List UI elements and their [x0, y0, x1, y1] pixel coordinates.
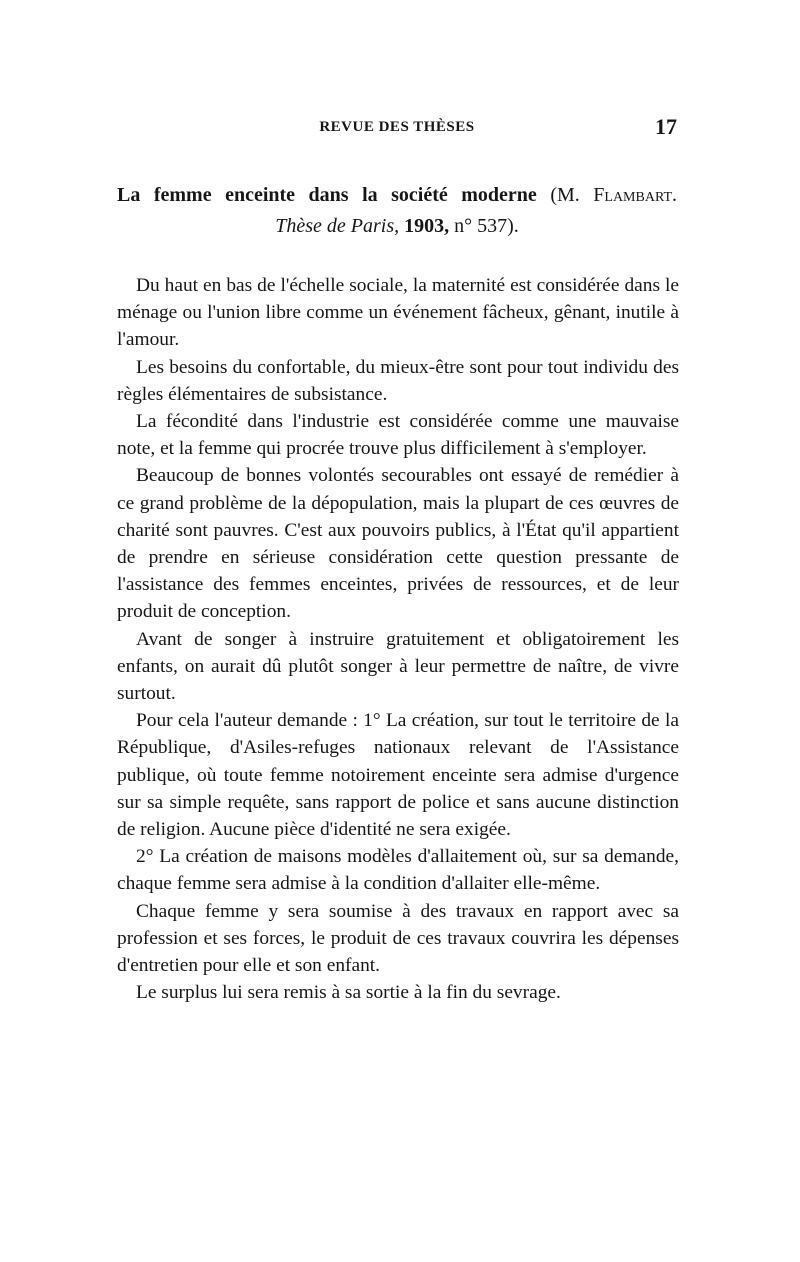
article-title-line [117, 180, 677, 211]
paragraph: Le surplus lui sera remis à sa sortie à la fin du sevrage. [136, 982, 561, 1004]
body-text [117, 272, 679, 1006]
running-title: REVUE DES THÈSES [319, 119, 475, 135]
author-open: (M. [550, 184, 580, 206]
paragraph: La fécondité dans l'industrie est considérée comme une mauvaise note, et la femme qui procrée trouve plus difficilement à s'employer. [117, 411, 679, 460]
paragraph: Avant de songer à instruire gratuitement et obligatoirement les enfants, on aurait dû plutôt songer à leur permettre de naître, de vivre surtout. [117, 628, 679, 705]
paragraph: Beaucoup de bonnes volontés secourables ont essayé de remédier à ce grand problème de la dépopulation, mais la plupart de ces œuvres de charité sont pauvres. C'est aux pouvoirs publics, à l'État qu'il appartient de prendre en sérieuse considération cette question pressante de l'assistance des femmes enceintes, privées de ressources, et de leur produit de conception. [117, 465, 679, 623]
article-heading [117, 180, 677, 242]
article-source-line [117, 211, 677, 242]
author-name: Flambart. [593, 184, 677, 206]
source-number: n° 537). [454, 215, 519, 237]
paragraph: 2° La création de maisons modèles d'allaitement où, sur sa demande, chaque femme sera admise à la condition d'allaiter elle-même. [117, 846, 679, 895]
running-head [117, 114, 677, 140]
paragraph: Chaque femme y sera soumise à des travaux en rapport avec sa profession et ses forces, le produit de ces travaux couvrira les dépenses d'entretien pour elle et son enfant. [117, 900, 679, 977]
paragraph: Pour cela l'auteur demande : 1° La création, sur tout le territoire de la République, d'Asiles-refuges nationaux relevant de l'Assistance publique, où toute femme notoirement enceinte sera admise d'urgence sur sa simple requête, sans rapport de police et sans aucune distinction de religion. Aucune pièce d'identité ne sera exigée. [117, 710, 679, 841]
source-year: 1903, [404, 215, 450, 237]
article-title: La femme enceinte dans la société moderne [117, 184, 537, 206]
source-thesis: Thèse de Paris, [275, 215, 400, 237]
page-number: 17 [655, 114, 677, 139]
paragraph: Du haut en bas de l'échelle sociale, la maternité est considérée dans le ménage ou l'union libre comme un événement fâcheux, gênant, inutile à l'amour. [117, 275, 679, 351]
paragraph: Les besoins du confortable, du mieux-être sont pour tout individu des règles élémentaires de subsistance. [117, 356, 679, 405]
